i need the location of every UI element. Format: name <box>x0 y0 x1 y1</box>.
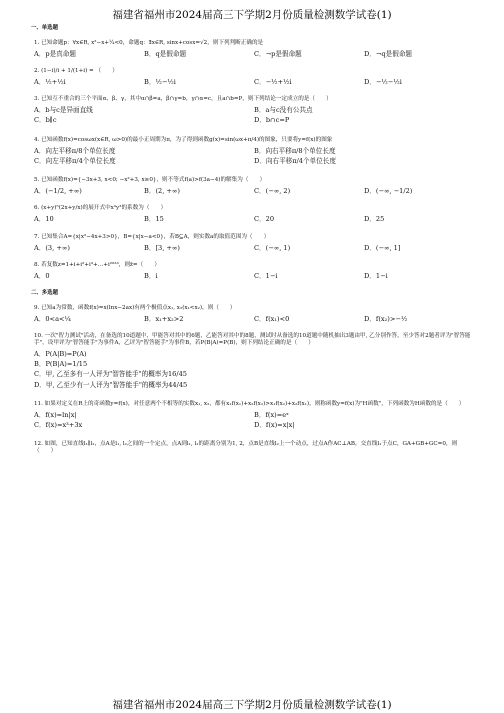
question-stem: 8. 若复数z=1+i+i²+i³+…+i²⁰²³，则z̄=（ ） <box>34 261 160 268</box>
answer-option-b[interactable]: B．i <box>144 271 158 280</box>
question-8 <box>34 262 474 280</box>
answer-option-d[interactable]: D．f(x₂)>−½ <box>364 314 408 323</box>
answer-option-c[interactable]: C．向左平移π/4个单位长度 <box>34 156 116 165</box>
answer-option-d[interactable]: D．(−∞, −1/2) <box>364 187 413 196</box>
answer-option-a[interactable]: A．(3, +∞) <box>34 243 70 252</box>
answer-option-d[interactable]: D．(−∞, 1] <box>364 243 401 252</box>
option-group <box>34 350 474 391</box>
answer-option-d[interactable]: D．−½−½i <box>364 77 402 86</box>
answer-option-d[interactable]: D．1−i <box>364 271 388 280</box>
answer-option-b[interactable]: B．向右平移π/8个单位长度 <box>254 146 336 155</box>
question-6 <box>34 205 474 223</box>
question-9 <box>34 305 474 323</box>
answer-option-c[interactable]: C．f(x)=x³+3x <box>34 421 83 430</box>
answer-option-c[interactable]: C．20 <box>254 215 275 224</box>
answer-option-b[interactable]: B．15 <box>144 215 164 224</box>
exam-content <box>31 23 474 465</box>
option-group <box>34 187 474 195</box>
question-3 <box>34 96 474 126</box>
answer-option-c[interactable]: C．甲, 乙至多有一人评为"智答能手"的概率为16/45 <box>34 370 187 379</box>
option-group <box>34 244 474 252</box>
answer-option-d[interactable]: D．¬q是假命题 <box>364 49 413 58</box>
answer-option-b[interactable]: B．x₁+x₂>2 <box>144 314 184 323</box>
question-11 <box>34 401 474 431</box>
answer-option-a[interactable]: A．p是真命题 <box>34 49 76 58</box>
answer-option-d[interactable]: D．25 <box>364 215 385 224</box>
option-group <box>34 147 474 167</box>
question-stem: 4. 已知函数f(x)=cosωx(x∈R, ω>0)的最小正周期为π，为了得到函数g(x)=sin(ωx+π/4)的图象，只要将y=f(x)的图象 <box>34 136 333 143</box>
question-stem: 11. 如果对定义在R上的奇函数y=f(x)，对任意两个不相等的实数x₁, x₂，都有x₁f(x₁)+x₂f(x₂)>x₁f(x₂)+x₂f(x₁)，则称函数y=f(x)为"H函数"，下列函数为H函数的是（ ） <box>34 400 465 407</box>
section-heading-single: 一、单选题 <box>31 25 58 31</box>
question-1 <box>34 40 474 58</box>
answer-option-c[interactable]: C．b∥c <box>34 116 57 125</box>
answer-option-c[interactable]: C．f(x₁)<0 <box>254 314 290 323</box>
answer-option-a[interactable]: A．P(A|B)=P(A) <box>34 349 87 358</box>
answer-option-d[interactable]: D．向右平移π/4个单位长度 <box>254 156 336 165</box>
answer-option-d[interactable]: D．f(x)=x|x| <box>254 421 295 430</box>
answer-option-d[interactable]: D．甲, 乙至少有一人评为"智答能手"的概率为44/45 <box>34 380 188 389</box>
answer-option-c[interactable]: C．1−i <box>254 271 278 280</box>
question-stem: 3. 已知互不重合的三个平面α、β、γ，其中α∩β=a，β∩γ=b，γ∩α=c，且a∩b=P，则下列结论一定成立的是（ ） <box>34 96 332 103</box>
answer-option-a[interactable]: A．½+½i <box>34 77 66 86</box>
section-heading-multi: 二、多选题 <box>31 289 58 296</box>
option-group <box>34 215 474 223</box>
option-group <box>34 411 474 431</box>
question-2 <box>34 68 474 86</box>
answer-option-b[interactable]: B．f(x)=eˣ <box>254 410 289 419</box>
answer-option-a[interactable]: A．向左平移π/8个单位长度 <box>34 146 116 155</box>
question-stem: 5. 已知函数f(x)={−3x+3, x<0; −x²+3, x≥0}，则不等式f(a)>f(3a−4)的解集为（ ） <box>34 177 266 184</box>
option-group <box>34 106 474 126</box>
answer-option-b[interactable]: B．(2, +∞) <box>144 187 180 196</box>
footer-title: 福建省福州市2024届高三下学期2月份质量检测数学试卷(1) <box>112 699 392 711</box>
answer-option-b[interactable]: B．P(B|A)=1/15 <box>34 360 88 369</box>
option-group <box>34 50 474 58</box>
answer-option-d[interactable]: D．b∩c=P <box>254 116 290 125</box>
question-stem: 10. 一次"智力测试"活动，在备选的10道题中，甲能答对其中的6题，乙能答对其中的8题，测试时从备选的10道题中随机抽出3题由甲, 乙分别作答，至少答对2题者评为"智答能手"，设甲评为"智答能手"为事件A，乙评为"智答能手"为事件B，若P(B|A)=P(B)，则下列结论正确的是（ ） <box>34 332 471 346</box>
answer-option-c[interactable]: C．(−∞, 1) <box>254 243 291 252</box>
question-stem: 6. (x+y)⁵(2x+y/x)的展开式中x³y³的系数为（ ） <box>34 205 167 212</box>
question-stem: 9. 已知a为常数，函数f(x)=x(lnx−2ax)有两个极值点x₁, x₂(x₁<x₂)，则（ ） <box>34 304 236 311</box>
answer-option-a[interactable]: A．(−1/2, +∞) <box>34 187 82 196</box>
answer-option-b[interactable]: B．[3, +∞) <box>144 243 180 252</box>
option-group <box>34 78 474 86</box>
answer-option-b[interactable]: B．q是假命题 <box>144 49 187 58</box>
question-7 <box>34 234 474 252</box>
answer-option-a[interactable]: A．f(x)=ln|x| <box>34 410 77 419</box>
question-stem: 2. (1−i)/i + 1/(1+i) = （ ） <box>34 67 118 74</box>
answer-option-a[interactable]: A．10 <box>34 215 54 224</box>
answer-option-c[interactable]: C．−½+½i <box>254 77 292 86</box>
answer-option-b[interactable]: B．a与c没有公共点 <box>254 106 313 115</box>
option-group <box>34 272 474 280</box>
answer-option-a[interactable]: A．b与c是异面直线 <box>34 106 93 115</box>
question-12 <box>34 441 474 455</box>
question-10 <box>34 333 474 391</box>
question-5 <box>34 177 474 195</box>
option-group <box>34 315 474 323</box>
answer-option-c[interactable]: C．(−∞, 2) <box>254 187 291 196</box>
answer-option-a[interactable]: A．0 <box>34 271 50 280</box>
question-4 <box>34 137 474 167</box>
answer-option-a[interactable]: A．0<a<¼ <box>34 314 71 323</box>
answer-option-c[interactable]: C．¬p是假命题 <box>254 49 302 58</box>
question-list <box>31 39 474 456</box>
question-stem: 1. 已知命题p：∀x∈R, x²−x+¼<0，命题q：∃x∈R, sinx+cosx=√2，则下列判断正确的是 <box>34 39 264 46</box>
question-stem: 7. 已知集合A={x|x²−4x+3>0}，B={x|x−a<0}，若B⊆A，则实数a的取值范围为（ ） <box>34 233 270 240</box>
question-stem: 12. 如图，已知直线l₁∥l₂，点A是l₁, l₂之间的一个定点，点A到l₁, l₂的距离分别为1, 2，点B是直线l₂上一个动点，过点A作AC⊥AB，交直线l₁于点C，GA+GB+GC=0，则（ ） <box>34 441 458 455</box>
page-title: 福建省福州市2024届高三下学期2月份质量检测数学试卷(1) <box>112 9 392 21</box>
answer-option-b[interactable]: B．½−½i <box>144 77 176 86</box>
